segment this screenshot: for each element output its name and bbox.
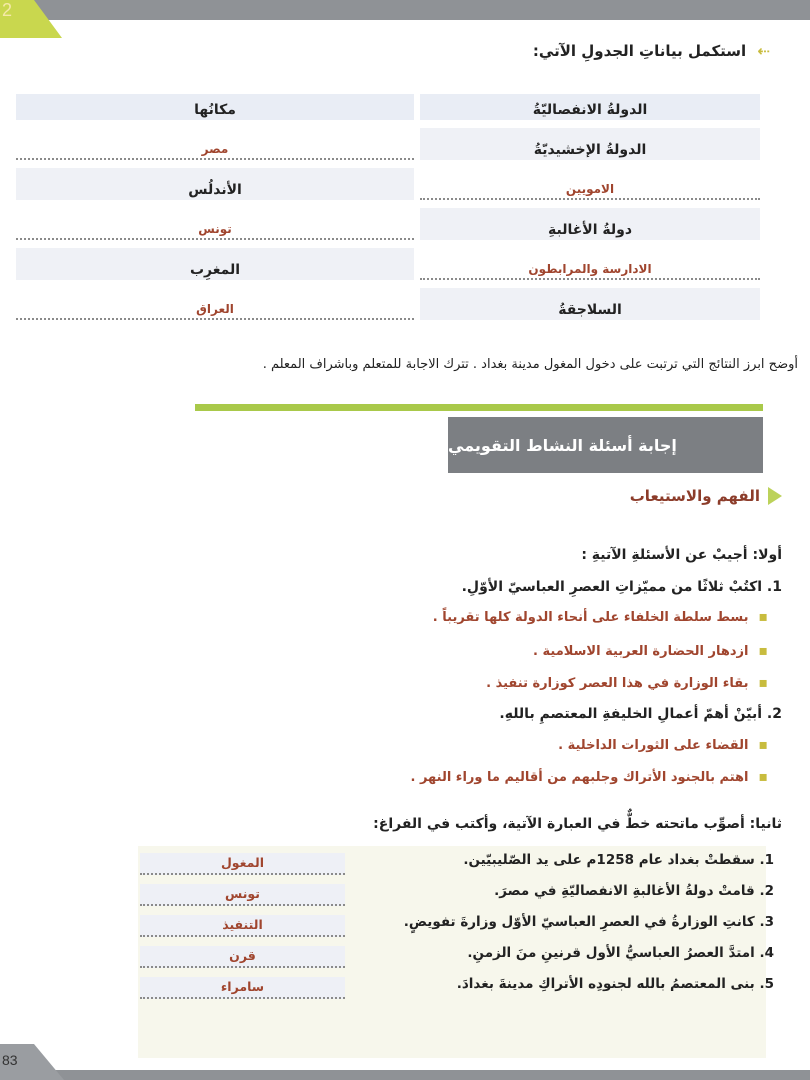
part2-heading: ثانيا: أصوِّب ماتحته خطٌّ في العبارة الآتية، وأكتب في الفراغ: [373,816,782,832]
top-bar [0,0,810,20]
q1-block [462,579,782,595]
cell-given: المغرِب [16,248,414,280]
eval-title: إجابة أسئلة النشاط التقويمي [448,435,677,455]
table-row [16,168,760,200]
answer-text: اهتم بالجنود الأتراك وجلبهم من أقاليم ما وراء النهر . [410,770,749,785]
table-row [16,208,760,240]
bullet-icon: ▪ [758,737,768,753]
bullet-icon: ▪ [758,643,768,659]
instruction-text: استكمل بياناتِ الجدولِ الآتي: [532,42,747,60]
part2-heading-block [373,816,782,832]
answer-text: بسط سلطة الخلفاء على أنحاء الدولة كلها تقريباً . [432,610,749,625]
cell-given: الأندلُس [16,168,414,200]
cell-answer[interactable]: مصر [16,128,414,160]
section-title: الفهم والاستيعاب [629,487,760,505]
question-1: 1. اكتُبْ ثلاثًا من مميّزاتِ العصرِ العباسيّ الأوّلِ. [461,579,782,595]
answer-text: ازدهار الحضارة العربية الاسلامية . [533,644,749,659]
table-header-row [16,94,760,120]
q2-block [499,706,782,722]
fill-answer[interactable]: تونس [140,884,345,906]
triangle-icon [768,487,782,505]
answer-row [411,769,769,785]
states-table [10,86,766,328]
header-place: مكانُها [16,94,414,120]
fill-item: 5. بنى المعتصمُ بالله لجنودِه الأتراكِ مدينةَ بغدادَ. [456,976,774,992]
cell-answer[interactable]: تونس [16,208,414,240]
cell-answer[interactable]: الادارسة والمرابطون [420,248,760,280]
answer-text: القضاء على الثورات الداخلية . [558,738,749,753]
page-number-top: 2 [2,0,13,20]
bottom-bar [0,1070,810,1080]
table-row [16,288,760,320]
bullet-icon: ▪ [758,675,768,691]
question-2: 2. أبيّنْ أهمّ أعمالِ الخليفةِ المعتصمِ باللهِ. [499,706,782,722]
table-row [16,248,760,280]
part1-heading-block [581,547,782,563]
eval-title-box [448,417,763,473]
answer-row [433,609,768,625]
fill-answer[interactable]: التنفيذ [140,915,345,937]
answer-text: بقاء الوزارة في هذا العصر كوزارة تنفيذ . [486,676,749,691]
fill-answer[interactable]: قرن [140,946,345,968]
answer-row [558,737,768,753]
table-instruction [533,42,770,60]
divider-green [195,404,763,411]
arrow-icon: ⇠ [757,42,770,60]
table-row [16,128,760,160]
bullet-icon: ▪ [758,769,768,785]
section-heading [630,487,782,505]
cell-answer[interactable]: الامويين [420,168,760,200]
fill-item: 3. كانتِ الوزارةُ في العصرِ العباسيّ الأوّل وزارةَ تفويضٍ. [403,914,774,930]
fill-item: 1. سقطتْ بغداد عام 1258م على يد الصّليبيّين. [463,852,774,868]
answer-row [533,643,768,659]
fill-answer[interactable]: المغول [140,853,345,875]
header-state: الدولةُ الانفصاليّةُ [420,94,760,120]
fill-answer[interactable]: سامراء [140,977,345,999]
page-number-bottom: 83 [2,1052,18,1068]
bullet-icon: ▪ [758,609,768,625]
fill-item: 4. امتدَّ العصرُ العباسيُّ الأول قرنينِ منَ الزمنِ. [467,945,774,961]
cell-given: السلاجقةُ [420,288,760,320]
cell-given: دولةُ الأغالبةِ [420,208,760,240]
part1-heading: أولا: أجيبْ عن الأسئلةِ الآتيةِ : [581,547,782,563]
explain-text: أوضح ابرز النتائج التي ترتبت على دخول المغول مدينة بغداد . تترك الاجابة للمتعلم وباشراف المعلم . [262,357,798,372]
cell-answer[interactable]: العراق [16,288,414,320]
answer-row [486,675,768,691]
fill-item: 2. قامتْ دولةُ الأغالبةِ الانفصاليّةِ في مصرَ. [494,883,774,899]
cell-given: الدولةُ الإخشيديّةُ [420,128,760,160]
